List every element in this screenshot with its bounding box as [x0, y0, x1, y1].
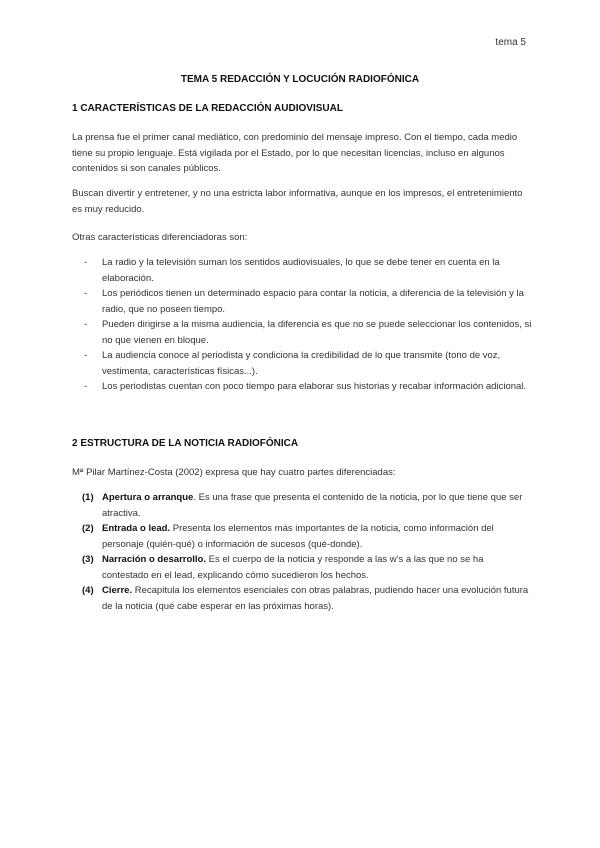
list-item — [72, 286, 532, 317]
item-text: Presenta los elementos más importantes de la noticia, como información del personaje (quién-qué) o información de sucesos (qué-donde). — [102, 523, 494, 550]
list-item-text: La audiencia conoce al periodista y condiciona la credibilidad de lo que transmite (tono de voz, vestimenta, características físicas...). — [102, 350, 501, 377]
bullet-dash: - — [84, 257, 88, 268]
list-item — [72, 348, 532, 379]
section-1-paragraph-2: Buscan divertir y entretener, y no una estricta labor informativa, aunque en los impresos, el entretenimiento es muy reducido. — [72, 188, 523, 215]
page-label: tema 5 — [495, 37, 526, 48]
list-item-text: La radio y la televisión suman los sentidos audiovisuales, lo que se debe tener en cuenta en la elaboración. — [102, 257, 500, 284]
item-number: (1) — [82, 492, 94, 503]
item-text: Es el cuerpo de la noticia y responde a las w's a las que no se ha contestado en el lead, explicando cómo sucedieron los hechos. — [102, 554, 484, 581]
characteristics-list — [72, 255, 532, 395]
item-text: . Es una frase que presenta el contenido de la noticia, por lo que tiene que ser atractiva. — [102, 492, 523, 519]
item-term: Narración o desarrollo. — [102, 554, 207, 565]
section-1-heading: 1 CARACTERÍSTICAS DE LA REDACCIÓN AUDIOVISUAL — [72, 103, 343, 114]
section-2-heading: 2 ESTRUCTURA DE LA NOTICIA RADIOFÓNICA — [72, 438, 299, 449]
document-title: TEMA 5 REDACCIÓN Y LOCUCIÓN RADIOFÓNICA — [180, 74, 420, 85]
section-1-paragraph-1: La prensa fue el primer canal mediático, con predominio del mensaje impreso. Con el tiempo, cada medio tiene su propio lenguaje. Está vigilada por el Estado, por lo que necesitan licencias, incluso en algunos contenidos si son canales públicos. — [72, 132, 518, 174]
list-item — [72, 490, 532, 521]
item-number: (3) — [82, 554, 94, 565]
item-text: Recapitula los elementos esenciales con otras palabras, pudiendo hacer una evolución futura de la noticia (qué cabe esperar en las próximas horas). — [102, 585, 529, 612]
item-term: Cierre. — [102, 585, 133, 596]
item-number: (2) — [82, 523, 94, 534]
section-1-paragraph-3: Otras características diferenciadoras son: — [72, 232, 248, 243]
list-item-text: Pueden dirigirse a la misma audiencia, la diferencia es que no se puede seleccionar los contenidos, si no que vienen en bloque. — [102, 319, 532, 346]
section-2-intro: Mª Pilar Martínez-Costa (2002) expresa que hay cuatro partes diferenciadas: — [72, 467, 396, 478]
list-item — [72, 521, 532, 552]
bullet-dash: - — [84, 381, 88, 392]
list-item — [72, 552, 532, 583]
list-item — [72, 379, 532, 395]
item-number: (4) — [82, 585, 94, 596]
list-item-text: Los periodistas cuentan con poco tiempo para elaborar sus historias y recabar información adicional. — [102, 381, 527, 392]
item-term: Apertura o arranque — [102, 492, 194, 503]
list-item-text: Los periódicos tienen un determinado espacio para contar la noticia, a diferencia de la televisión y la radio, que no poseen tiempo. — [102, 288, 524, 315]
bullet-dash: - — [84, 288, 88, 299]
news-structure-list — [72, 490, 532, 614]
list-item — [72, 317, 532, 348]
list-item — [72, 583, 532, 614]
item-term: Entrada o lead. — [102, 523, 171, 534]
bullet-dash: - — [84, 350, 88, 361]
bullet-dash: - — [84, 319, 88, 330]
list-item — [72, 255, 532, 286]
